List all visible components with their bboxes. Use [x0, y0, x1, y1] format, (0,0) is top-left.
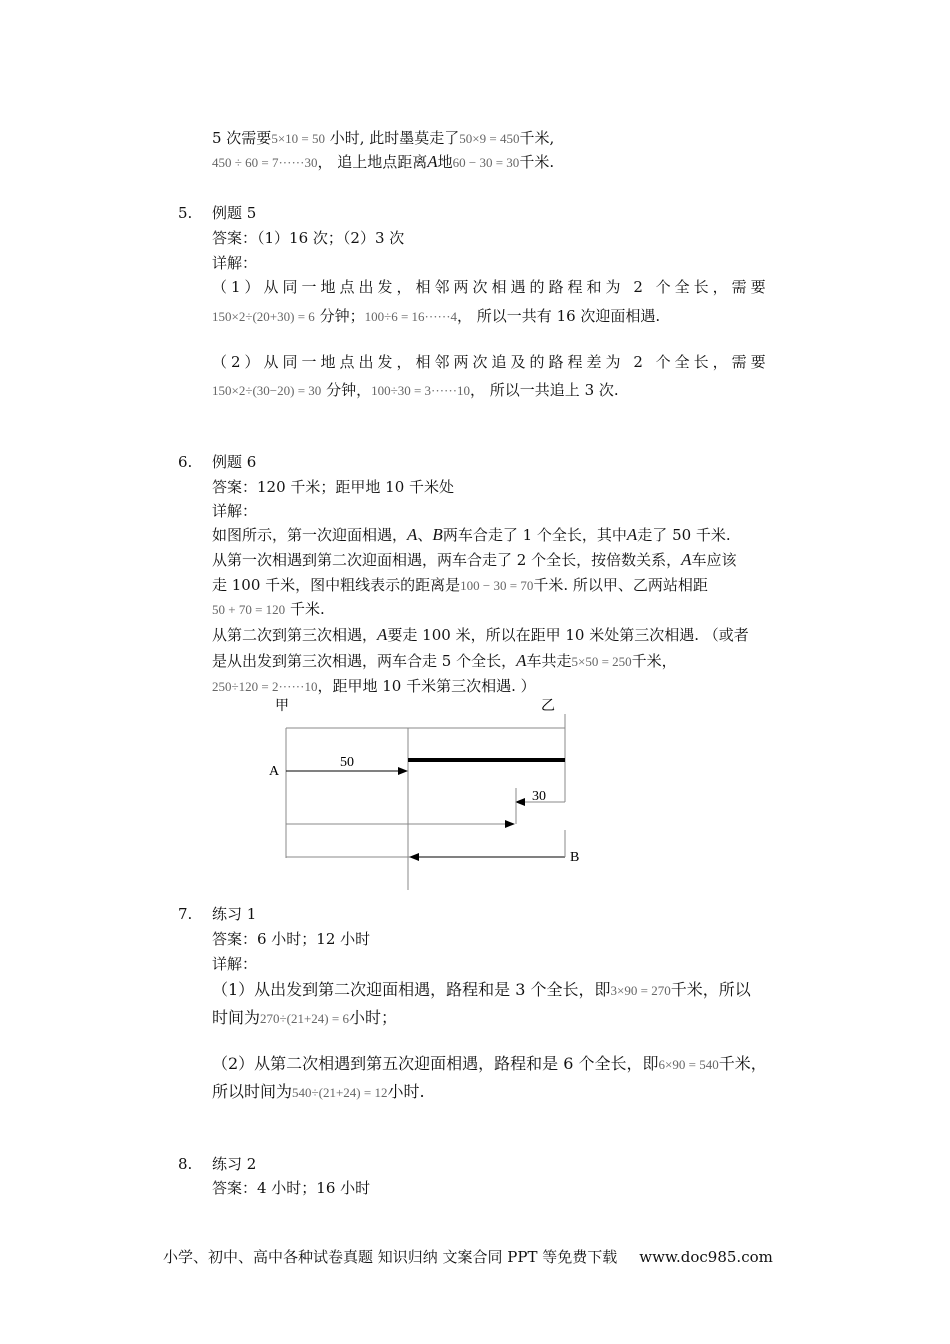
- math-expr: 150×2÷(20+30) = 6: [212, 309, 315, 324]
- text: 车应该: [691, 551, 737, 569]
- text-line: [212, 128, 554, 149]
- math-expr: 50 + 70 = 120: [212, 602, 286, 617]
- text-line: [212, 1054, 767, 1075]
- text: 走了 50 千米.: [637, 526, 731, 544]
- text-line: [212, 550, 737, 570]
- text: ， 追上地点距离: [317, 153, 428, 171]
- math-expr: 50×9 = 450: [459, 131, 520, 146]
- text-line: [212, 525, 731, 545]
- math-expr: 6×90 = 540: [658, 1057, 719, 1072]
- var: A: [626, 525, 638, 544]
- text: 千米.: [285, 600, 325, 618]
- text-line: [212, 651, 677, 672]
- var: B: [432, 525, 443, 544]
- question-title: 例题 5: [212, 204, 257, 222]
- label-yi: 乙: [541, 699, 555, 714]
- text-line: （1）从同一地点出发，相邻两次相遇的路程和为 2 个全长，需要: [212, 278, 770, 296]
- text: 千米，: [631, 652, 677, 670]
- math-expr: 3×90 = 270: [610, 983, 671, 998]
- text: 小时, 此时墨莫走了: [324, 129, 460, 147]
- text: 分钟；: [314, 307, 365, 325]
- text: 千米，: [718, 1054, 767, 1073]
- math-expr: 250÷120 = 2······10: [212, 679, 318, 694]
- question-title: 练习 1: [212, 905, 257, 923]
- answer: 答案：（1）16 次；（2）3 次: [212, 229, 405, 247]
- math-expr: 5×10 = 50: [271, 131, 325, 146]
- text: 小时；: [348, 1008, 397, 1027]
- text-line: [212, 152, 554, 173]
- text: （2）从第二次相遇到第五次迎面相遇，路程和是 6 个全长，即: [212, 1054, 659, 1073]
- answer: 答案：6 小时；12 小时: [212, 930, 371, 948]
- question-number: 7.: [178, 905, 193, 923]
- detail-label: 详解：: [212, 254, 258, 272]
- math-expr: 150×2÷(30−20) = 30: [212, 383, 322, 398]
- label-jia: 甲: [275, 699, 289, 714]
- text: 从第二次到第三次相遇，: [212, 626, 378, 644]
- text: 分钟，: [321, 381, 372, 399]
- text: 时间为: [212, 1008, 261, 1027]
- math-expr: 450 ÷ 60 = 7······30: [212, 155, 318, 170]
- var: A: [681, 550, 692, 569]
- math-expr: 5×50 = 250: [571, 654, 632, 669]
- footer-link[interactable]: www.doc985.com: [639, 1248, 773, 1266]
- math-expr: 100÷30 = 3······10: [371, 383, 471, 398]
- question-number: 8.: [178, 1155, 193, 1173]
- text: （1）从出发到第二次迎面相遇，路程和是 3 个全长，即: [212, 980, 611, 999]
- text-line: （2）从同一地点出发，相邻两次追及的路程差为 2 个全长，需要: [212, 353, 770, 371]
- text: 要走 100 米，所以在距甲 10 米处第三次相遇. （或者: [387, 626, 749, 644]
- text: ， 所以一共追上 3 次.: [470, 381, 619, 399]
- detail-label: 详解：: [212, 955, 258, 973]
- text: 千米. 所以甲、乙两站相距: [533, 576, 708, 594]
- text: ，距甲地 10 千米第三次相遇. ）: [317, 677, 536, 695]
- answer: 答案：120 千米；距甲地 10 千米处: [212, 478, 455, 496]
- text-line: [212, 599, 325, 620]
- var: A: [516, 651, 527, 670]
- text: 千米.: [519, 153, 555, 171]
- text: 两车合走了 1 个全长，其中: [442, 526, 627, 544]
- label-b: B: [570, 850, 580, 865]
- text: 从第一次相遇到第二次迎面相遇，两车合走了 2 个全长，按倍数关系，: [212, 551, 682, 569]
- var: A: [407, 525, 418, 544]
- text: 如图所示，第一次迎面相遇，: [212, 526, 408, 544]
- label-a: A: [269, 764, 280, 779]
- label-30: 30: [532, 789, 546, 804]
- math-expr: 60 − 30 = 30: [452, 155, 520, 170]
- text: 车共走: [526, 652, 572, 670]
- text-line: [212, 980, 751, 1001]
- text-line: [212, 306, 660, 327]
- math-expr: 100 − 30 = 70: [460, 578, 534, 593]
- question-title: 例题 6: [212, 453, 257, 471]
- text: 千米，所以: [670, 980, 751, 999]
- var: A: [377, 625, 388, 644]
- text-line: [212, 1008, 397, 1029]
- text: 所以时间为: [212, 1082, 293, 1101]
- label-50: 50: [340, 755, 354, 770]
- math-expr: 540÷(21+24) = 12: [292, 1085, 388, 1100]
- text: 地: [437, 153, 453, 171]
- text: 走 100 千米，图中粗线表示的距离是: [212, 576, 461, 594]
- footer: [163, 1246, 773, 1267]
- text: 、: [417, 526, 433, 544]
- math-expr: 270÷(21+24) = 6: [260, 1011, 349, 1026]
- meeting-diagram: [0, 690, 950, 900]
- question-number: 6.: [178, 453, 193, 471]
- text: 小时.: [387, 1082, 425, 1101]
- text: ， 所以一共有 16 次迎面相遇.: [457, 307, 661, 325]
- question-number: 5.: [178, 204, 193, 222]
- math-expr: 100÷6 = 16······4: [364, 309, 458, 324]
- text-line: [212, 625, 749, 645]
- text: 千米,: [519, 129, 555, 147]
- text-line: [212, 575, 708, 596]
- detail-label: 详解：: [212, 502, 258, 520]
- question-title: 练习 2: [212, 1155, 257, 1173]
- text: 是从出发到第三次相遇，两车合走 5 个全长，: [212, 652, 517, 670]
- text-line: [212, 1082, 425, 1103]
- footer-text: 小学、初中、高中各种试卷真题 知识归纳 文案合同 PPT 等免费下载: [163, 1248, 618, 1266]
- text-line: [212, 380, 619, 401]
- answer: 答案：4 小时；16 小时: [212, 1179, 371, 1197]
- var: A: [427, 152, 438, 171]
- text: 5 次需要: [212, 129, 272, 147]
